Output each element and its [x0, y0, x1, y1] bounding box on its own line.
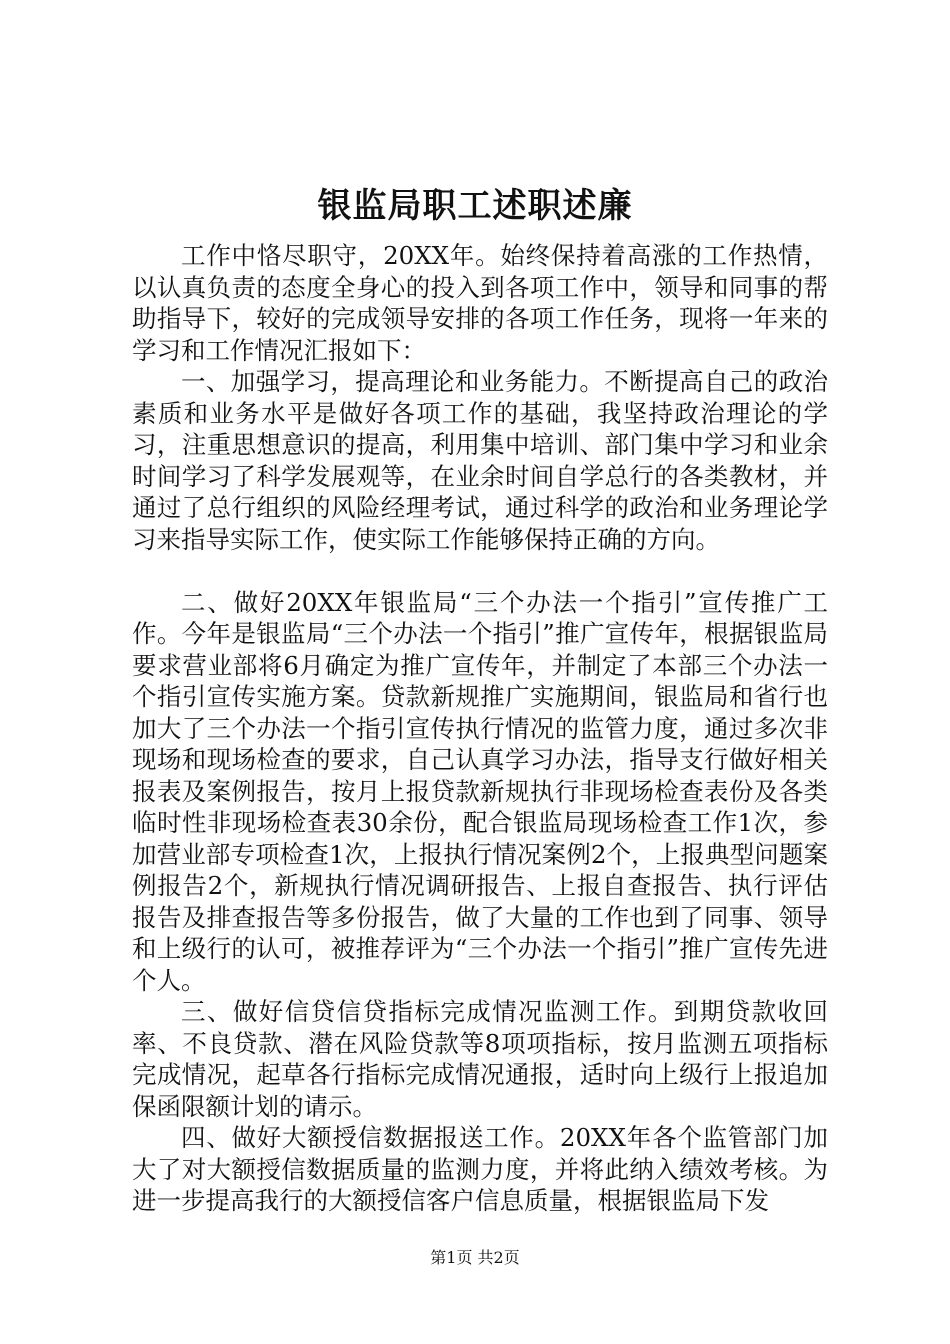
paragraph-section-4: 四、做好大额授信数据报送工作。20XX年各个监管部门加大了对大额授信数据质量的监测力度，并将此纳入绩效考核。为进一步提高我行的大额授信客户信息质量，根据银监局下发 — [132, 1123, 828, 1215]
document-title: 银监局职工述职述廉 — [317, 186, 633, 226]
document-body — [132, 240, 828, 1217]
page-number: 第1页 共2页 — [430, 1248, 520, 1267]
paragraph-section-2: 二、做好20XX年银监局“三个办法一个指引”宣传推广工作。今年是银监局“三个办法一个指引”推广宣传年，根据银监局要求营业部将6月确定为推广宣传年，并制定了本部三个办法一个指引宣传实施方案。贷款新规推广实施期间，银监局和省行也加大了三个办法一个指引宣传执行情况的监管力度，通过多次非现场和现场检查的要求，自己认真学习办法，指导支行做好相关报表及案例报告，按月上报贷款新规执行非现场检查表份及各类临时性非现场检查表30余份，配合银监局现场检查工作1次，参加营业部专项检查1次，上报执行情况案例2个，上报典型问题案例报告2个，新规执行情况调研报告、上报自查报告、执行评估报告及排查报告等多份报告，做了大量的工作也到了同事、领导和上级行的认可，被推荐评为“三个办法一个指引”推广宣传先进个人。 — [132, 587, 828, 995]
paragraph-intro: 工作中恪尽职守，20XX年。始终保持着高涨的工作热情，以认真负责的态度全身心的投入到各项工作中，领导和同事的帮助指导下，较好的完成领导安排的各项工作任务，现将一年来的学习和工作情况汇报如下： — [132, 241, 828, 365]
paragraph-section-1: 一、加强学习，提高理论和业务能力。不断提高自己的政治素质和业务水平是做好各项工作的基础，我坚持政治理论的学习，注重思想意识的提高，利用集中培训、部门集中学习和业余时间学习了科学发展观等，在业余时间自学总行的各类教材，并通过了总行组织的风险经理考试，通过科学的政治和业务理论学习来指导实际工作，使实际工作能够保持正确的方向。 — [132, 367, 828, 554]
paragraph-section-3: 三、做好信贷信贷指标完成情况监测工作。到期贷款收回率、不良贷款、潜在风险贷款等8项项指标，按月监测五项指标完成情况，起草各行指标完成情况通报，适时向上级行上报追加保函限额计划的请示。 — [132, 997, 828, 1121]
